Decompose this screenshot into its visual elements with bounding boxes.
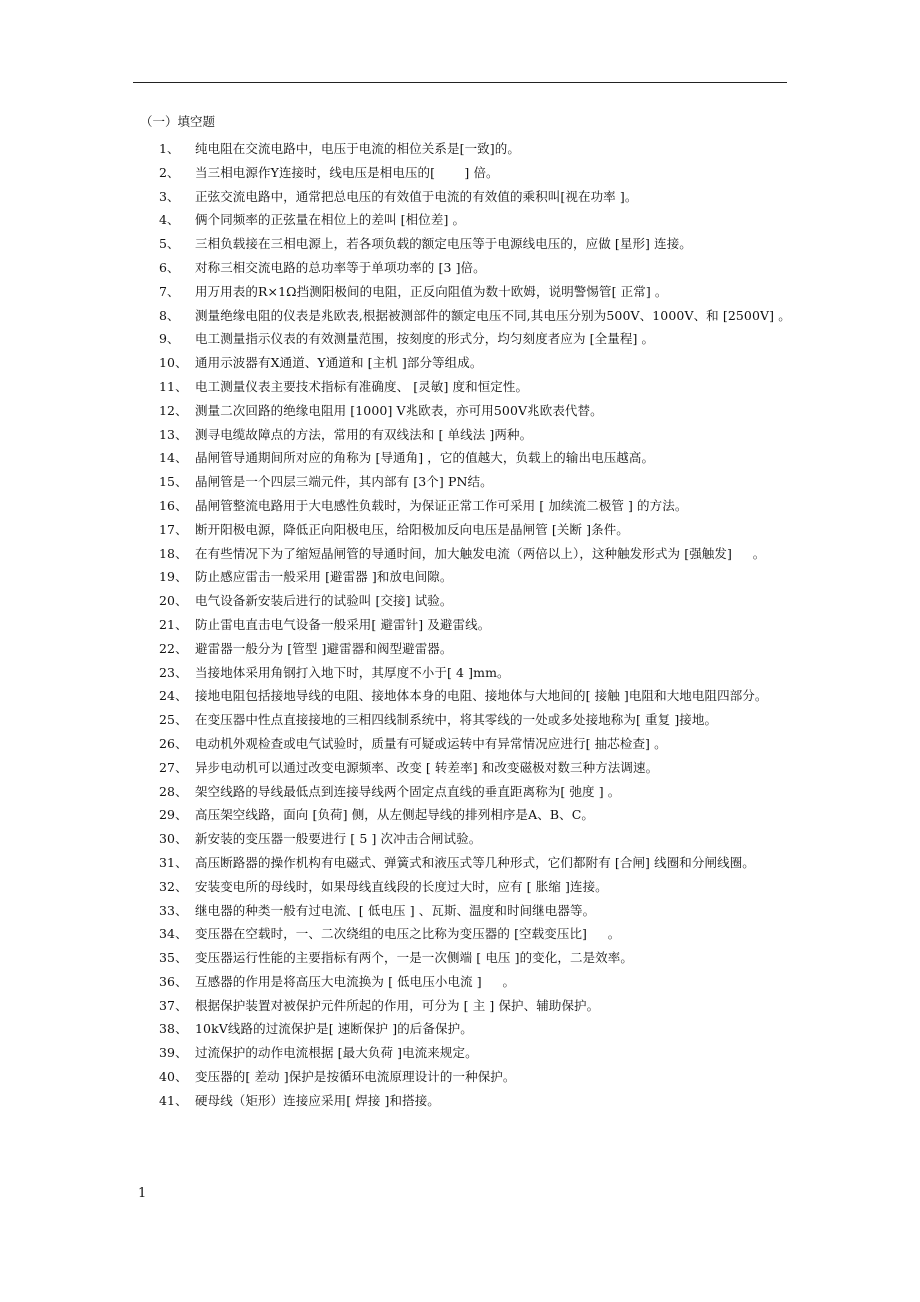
question-text: 晶闸管导通期间所对应的角称为 [导通角] ，它的值越大，负载上的输出电压越高。: [195, 450, 655, 466]
question-text: 互感器的作用是将高压大电流换为 [ 低电压小电流 ] 。: [195, 973, 516, 989]
question-item: [133, 470, 793, 494]
question-number: 32、: [159, 878, 188, 894]
question-item: [133, 1089, 793, 1113]
question-text: 测量二次回路的绝缘电阻用 [1000] V兆欧表，亦可用500V兆欧表代替。: [195, 402, 603, 418]
question-item: [133, 970, 793, 994]
question-number: 15、: [159, 474, 188, 490]
question-text: 纯电阻在交流电路中，电压于电流的相位关系是[一致]的。: [195, 141, 520, 156]
question-number: 29、: [159, 807, 188, 823]
question-number: 39、: [159, 1045, 188, 1061]
question-number: 41、: [159, 1092, 188, 1108]
question-text: 继电器的种类一般有过电流、[ 低电压 ] 、瓦斯、温度和时间继电器等。: [195, 902, 596, 918]
question-item: [133, 446, 793, 470]
question-item: [133, 518, 793, 542]
question-item: [133, 732, 793, 756]
question-item: [133, 208, 793, 232]
question-number: 25、: [159, 712, 188, 728]
question-text: 晶闸管是一个四层三端元件，其内部有 [3个] PN结。: [195, 474, 493, 490]
question-item: [133, 1065, 793, 1089]
question-text: 用万用表的R×1Ω挡测阳极间的电阻，正反向阻值为数十欧姆，说明警惕管[ 正常] 。: [195, 283, 668, 299]
question-number: 28、: [159, 783, 188, 799]
question-text: 对称三相交流电路的总功率等于单项功率的 [3 ]倍。: [195, 259, 486, 275]
question-number: 40、: [159, 1069, 188, 1085]
question-text: 在变压器中性点直接接地的三相四线制系统中，将其零线的一处或多处接地称为[ 重复 ]接地。: [195, 712, 718, 728]
question-item: [133, 256, 793, 280]
question-number: 30、: [159, 831, 188, 847]
question-item: [133, 780, 793, 804]
section-title: （一）填空题: [140, 114, 216, 129]
question-text: 过流保护的动作电流根据 [最大负荷 ]电流来规定。: [195, 1045, 478, 1061]
question-text: 通用示波器有X通道、Y通道和 [主机 ]部分等组成。: [195, 355, 483, 371]
question-number: 36、: [159, 973, 188, 989]
question-text: 架空线路的导线最低点到连接导线两个固定点直线的垂直距离称为[ 弛度 ] 。: [195, 783, 621, 799]
question-text: 电气设备新安装后进行的试验叫 [交接] 试验。: [195, 593, 453, 609]
question-item: [133, 327, 793, 351]
question-item: [133, 1041, 793, 1065]
question-item: [133, 185, 793, 209]
question-item: [133, 661, 793, 685]
question-number: 26、: [159, 735, 188, 751]
question-item: [133, 351, 793, 375]
question-text: 在有些情况下为了缩短晶闸管的导通时间，加大触发电流（两倍以上），这种触发形式为 [强触发] 。: [195, 545, 766, 561]
question-text: 变压器运行性能的主要指标有两个，一是一次侧端 [ 电压 ]的变化，二是效率。: [195, 950, 633, 966]
question-item: [133, 637, 793, 661]
question-number: 17、: [159, 521, 188, 537]
question-item: [133, 922, 793, 946]
question-item: [133, 232, 793, 256]
question-number: 20、: [159, 593, 188, 609]
question-text: 正弦交流电路中，通常把总电压的有效值于电流的有效值的乘积叫[视在功率 ]。: [195, 188, 638, 204]
page-number: 1: [138, 1186, 147, 1201]
question-item: [133, 280, 793, 304]
question-item: [133, 899, 793, 923]
question-item: [133, 946, 793, 970]
question-number: 3、: [159, 188, 180, 204]
question-text: 俩个同频率的正弦量在相位上的差叫 [相位差] 。: [195, 212, 466, 228]
question-text: 高压断路器的操作机构有电磁式、弹簧式和液压式等几种形式，它们都附有 [合闸] 线圈和分闸线圈。: [195, 854, 755, 870]
question-number: 19、: [159, 569, 188, 585]
question-number: 4、: [159, 212, 180, 228]
question-item: [133, 304, 793, 328]
question-number: 27、: [159, 759, 188, 775]
question-number: 35、: [159, 950, 188, 966]
question-text: 晶闸管整流电路用于大电感性负载时，为保证正常工作可采用 [ 加续流二极管 ] 的方法。: [195, 497, 688, 513]
question-text: 电工测量指示仪表的有效测量范围，按刻度的形式分，均匀刻度者应为 [全量程] 。: [195, 331, 655, 347]
question-number: 16、: [159, 497, 188, 513]
question-number: 12、: [159, 402, 188, 418]
question-item: [133, 613, 793, 637]
question-item: [133, 851, 793, 875]
question-text: 测量绝缘电阻的仪表是兆欧表,根据被测部件的额定电压不同,其电压分别为500V、1000V、和 [2500V] 。: [195, 307, 791, 323]
question-number: 24、: [159, 688, 188, 704]
question-number: 10、: [159, 355, 188, 371]
question-text: 安装变电所的母线时，如果母线直线段的长度过大时，应有 [ 胀缩 ]连接。: [195, 878, 608, 894]
question-item: [133, 684, 793, 708]
question-item: [133, 827, 793, 851]
question-number: 6、: [159, 259, 180, 275]
question-text: 防止感应雷击一般采用 [避雷器 ]和放电间隙。: [195, 569, 453, 585]
question-number: 11、: [159, 378, 188, 394]
question-number: 14、: [159, 450, 188, 466]
question-item: [133, 399, 793, 423]
question-number: 33、: [159, 902, 188, 918]
question-text: 当接地体采用角钢打入地下时，其厚度不小于[ 4 ]mm。: [195, 664, 510, 680]
question-item: [133, 803, 793, 827]
question-text: 接地电阻包括接地导线的电阻、接地体本身的电阻、接地体与大地间的[ 接触 ]电阻和大地电阻四部分。: [195, 688, 768, 704]
question-text: 电工测量仪表主要技术指标有准确度、 [灵敏] 度和恒定性。: [195, 378, 529, 394]
question-text: 异步电动机可以通过改变电源频率、改变 [ 转差率] 和改变磁极对数三种方法调速。: [195, 759, 659, 775]
question-text: 断开阳极电源，降低正向阳极电压，给阳极加反向电压是晶闸管 [关断 ]条件。: [195, 521, 629, 537]
question-item: [133, 708, 793, 732]
question-number: 8、: [159, 307, 180, 323]
question-number: 18、: [159, 545, 188, 561]
question-item: [133, 589, 793, 613]
question-item: [133, 137, 793, 161]
question-number: 34、: [159, 926, 188, 942]
question-text: 三相负载接在三相电源上，若各项负载的额定电压等于电源线电压的，应做 [星形] 连接。: [195, 236, 692, 252]
question-number: 1、: [159, 141, 180, 156]
question-text: 测寻电缆故障点的方法，常用的有双线法和 [ 单线法 ]两种。: [195, 426, 533, 442]
question-number: 31、: [159, 854, 188, 870]
question-text: 变压器在空载时，一、二次绕组的电压之比称为变压器的 [空载变压比] 。: [195, 926, 621, 942]
question-text: 硬母线（矩形）连接应采用[ 焊接 ]和搭接。: [195, 1092, 440, 1108]
question-number: 37、: [159, 997, 188, 1013]
question-number: 7、: [159, 283, 180, 299]
question-number: 5、: [159, 236, 180, 252]
question-text: 防止雷电直击电气设备一般采用[ 避雷针] 及避雷线。: [195, 616, 491, 632]
question-item: [133, 375, 793, 399]
question-text: 电动机外观检查或电气试验时，质量有可疑或运转中有异常情况应进行[ 抽芯检查] 。: [195, 735, 667, 751]
question-item: [133, 542, 793, 566]
question-text: 新安装的变压器一般要进行 [ 5 ] 次冲击合闸试验。: [195, 831, 482, 847]
question-item: [133, 875, 793, 899]
header-rule: [133, 82, 787, 83]
question-item: [133, 1017, 793, 1041]
question-text: 当三相电源作Y连接时，线电压是相电压的[ ] 倍。: [195, 164, 499, 180]
question-item: [133, 423, 793, 447]
question-number: 23、: [159, 664, 188, 680]
question-number: 9、: [159, 331, 180, 347]
question-item: [133, 994, 793, 1018]
question-text: 根据保护装置对被保护元件所起的作用，可分为 [ 主 ] 保护、辅助保护。: [195, 997, 600, 1013]
question-text: 变压器的[ 差动 ]保护是按循环电流原理设计的一种保护。: [195, 1069, 516, 1085]
question-list: [133, 137, 793, 1113]
question-text: 10kV线路的过流保护是[ 速断保护 ]的后备保护。: [195, 1021, 473, 1037]
question-item: [133, 161, 793, 185]
question-item: [133, 494, 793, 518]
question-item: [133, 756, 793, 780]
question-text: 避雷器一般分为 [管型 ]避雷器和阀型避雷器。: [195, 640, 453, 656]
question-number: 13、: [159, 426, 188, 442]
question-number: 38、: [159, 1021, 188, 1037]
question-text: 高压架空线路，面向 [负荷] 侧，从左侧起导线的排列相序是A、B、C。: [195, 807, 594, 823]
question-number: 2、: [159, 164, 180, 180]
question-item: [133, 565, 793, 589]
question-number: 21、: [159, 616, 188, 632]
question-number: 22、: [159, 640, 188, 656]
